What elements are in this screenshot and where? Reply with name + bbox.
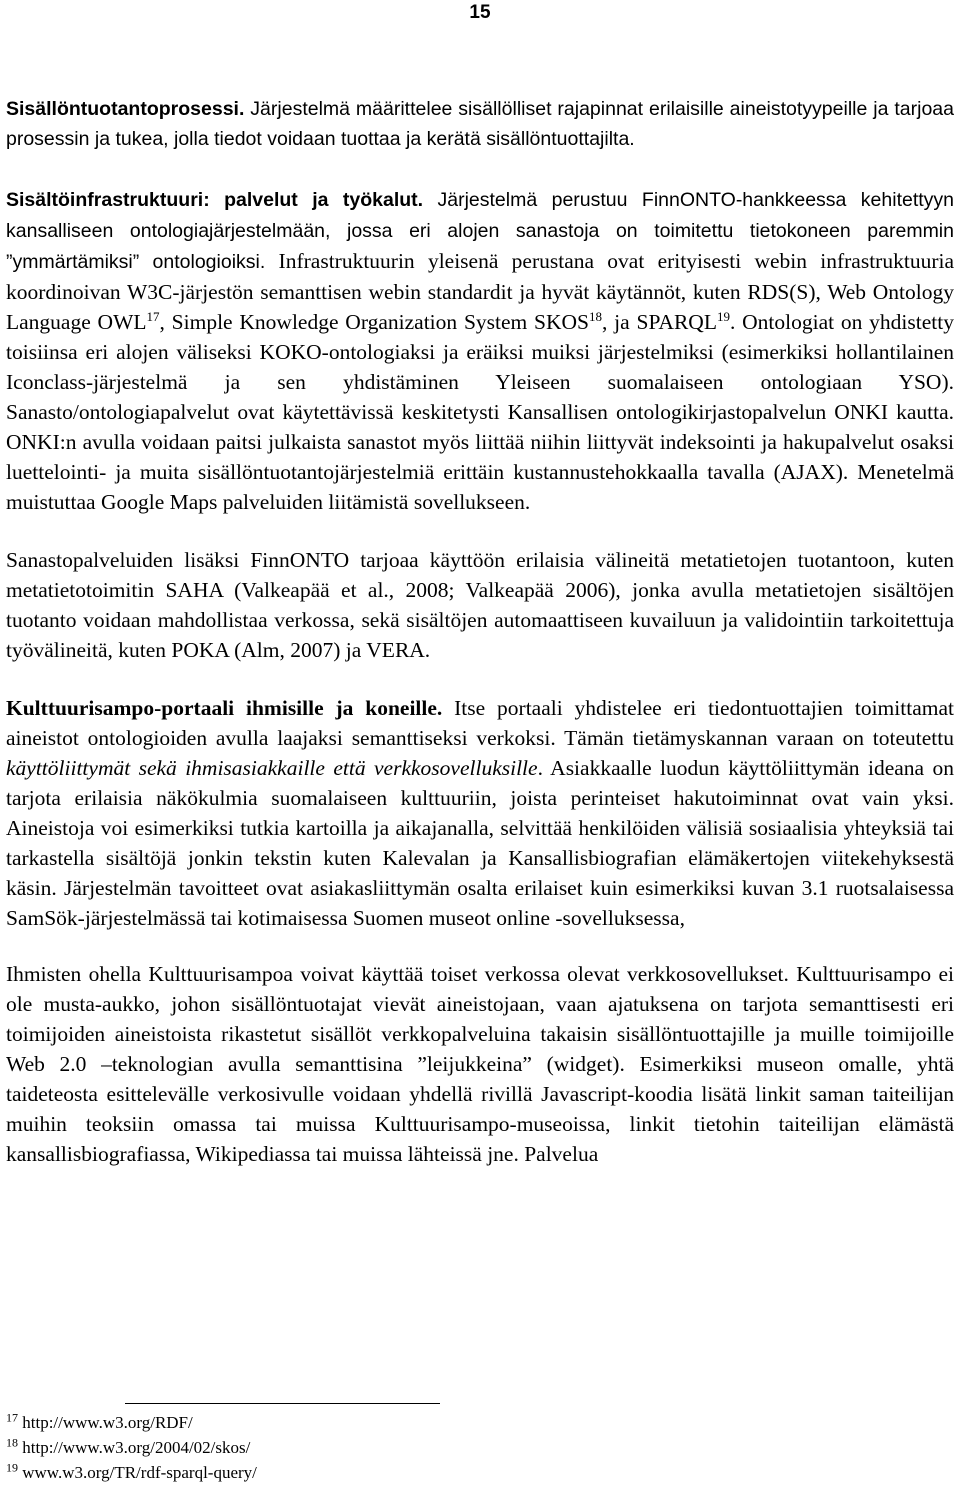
paragraph-infrastructure	[6, 184, 954, 517]
page-number: 15	[469, 2, 491, 23]
paragraph-text: . Asiakkaalle luodun käyttöliittymän ideana on tarjota erilaisia näkökulmia suomalaiseen kulttuuriin, joista perinteiset hakutoiminnat ovat vain yksi. Aineistoja voi esimerkiksi tutkia kartoilla ja aikajanalla, selvittää henkilöiden välisiä sosiaalisia yhteyksiä tai tarkastella sisältöjä jonkin tekstin kuten Kalevalan ja Kansallisbiografian elämäkertojen viitekehyksestä käsin. Järjestelmän tavoitteet ovat asiakasliittymän osalta erilaiset kuin esimerkiksi kuvan 3.1 ruotsalaisessa SamSök-järjestelmässä tai kotimaisessa Suomen museot online -sovelluksessa,	[6, 756, 954, 930]
footnote-19	[6, 1460, 257, 1485]
paragraph-heading: Kulttuurisampo-portaali ihmisille ja koneille.	[6, 696, 443, 720]
paragraph-text: Järjestelmä perustuu FinnONTO-hankkeessa kehitettyyn kansalliseen ontologiajärjestelmään, jossa eri alojen sanastoja on toimitettu tietokoneen paremmin ”ymmärtämiksi” ontologioiksi.	[6, 189, 955, 273]
footnote-ref-19[interactable]: 19	[716, 308, 730, 324]
footnote-link[interactable]: http://www.w3.org/RDF/	[22, 1413, 193, 1432]
paragraph-content-production	[6, 94, 954, 154]
footnote-18	[6, 1435, 257, 1460]
paragraph-text: Infrastruktuurin yleisenä perustana ovat erityisesti webin infrastruktuuria koordinoivan W3C-järjestön semanttisen webin standardit ja hyvät käytännöt, kuten RDS(S), Web Ontology Language OWL	[6, 249, 954, 334]
paragraph-heading: Sisältöinfrastruktuuri: palvelut ja työkalut.	[6, 189, 424, 211]
footnote-ref-18[interactable]: 18	[589, 308, 603, 324]
paragraph-text: Sanastopalveluiden lisäksi FinnONTO tarjoaa käyttöön erilaisia välineitä metatietojen tuotantoon, kuten metatietotoimitin SAHA (Valkeapää et al., 2008; Valkeapää 2006), jonka avulla metatietojen sisältöjen tuotanto voidaan mahdollistaa verkossa, sekä sisältöjen automaattiseen kuvailuun ja validointiin tarkoitettuja työvälineitä, kuten POKA (Alm, 2007) ja VERA.	[6, 548, 954, 662]
paragraph-text: , Simple Knowledge Organization System SKOS	[159, 310, 590, 334]
footnotes	[6, 1410, 257, 1485]
paragraph-web-services	[6, 959, 954, 1169]
paragraph-metadata-tools	[6, 545, 954, 665]
paragraph-italic: käyttöliittymät sekä ihmisasiakkaille että verkkosovelluksille	[6, 756, 538, 780]
footnote-link[interactable]: www.w3.org/TR/rdf-sparql-query/	[22, 1463, 257, 1482]
paragraph-heading: Sisällöntuotantoprosessi.	[6, 98, 245, 120]
paragraph-text: Ihmisten ohella Kulttuurisampoa voivat käyttää toiset verkossa olevat verkkosovellukset. Kulttuurisampo ei ole musta-aukko, johon sisällöntuotajat vievät aineistojaan, vaan ajatuksena on tarjota semanttisesti eri toimijoiden aineistoista rikastetut sisällöt verkkopalveluina takaisin sisällöntuottajille ja muille toimijoille Web 2.0 –teknologian avulla semanttisina ”leijukkeina” (widget). Esimerkiksi museon omalle, yhtä taideteosta esittelevälle verkosivulle voidaan yhdellä rivillä Javascript-koodia lisätä linkit saman taiteilijan muihin teoksiin omassa tai muissa Kulttuurisampo-museoissa, linkit tietohin taiteilijan elämästä kansallisbiografiassa, Wikipediassa tai muissa lähteissä jne. Palvelua	[6, 962, 954, 1166]
paragraph-text: , ja SPARQL	[602, 310, 717, 334]
paragraph-text: . Ontologiat on yhdistetty toisiinsa eri alojen väliseksi KOKO-ontologiaksi ja eräiksi muiksi järjestelmiksi (esimerkiksi hollantilainen Iconclass-järjestelmä ja sen yhdistäminen Yleiseen suomalaiseen ontologiaan YSO). Sanasto/ontologiapalvelut ovat käytettävissä keskitetysti Kansallisen ontologikirjastopalvelun ONKI kautta. ONKI:n avulla voidaan paitsi julkaista sanastot myös liittää niihin liittyvät indeksointi ja hakupalvelut osaksi luettelointi- ja muita sisällöntuotantojärjestelmiä erittäin kustannustehokkaalla tavalla (AJAX). Menetelmä muistuttaa Google Maps palveluiden liitämistä sovellukseen.	[6, 310, 954, 514]
footnote-link[interactable]: http://www.w3.org/2004/02/skos/	[22, 1438, 251, 1457]
footnote-number: 19	[6, 1460, 18, 1475]
footnote-17	[6, 1410, 257, 1435]
body-text	[6, 94, 954, 1199]
paragraph-text: Järjestelmä määrittelee sisällölliset rajapinnat erilaisille aineistotyypeille ja tarjoaa prosessin ja tukea, jolla tiedot voidaan tuottaa ja kerätä sisällöntuottajilta.	[6, 98, 954, 150]
footnote-number: 18	[6, 1435, 18, 1450]
footnote-number: 17	[6, 1410, 18, 1425]
footnote-separator	[125, 1403, 440, 1404]
paragraph-portal	[6, 693, 954, 933]
footnote-ref-17[interactable]: 17	[146, 308, 160, 324]
paragraph-text: Itse portaali yhdistelee eri tiedontuottajien toimittamat aineistot ontologioiden avulla laajaksi semanttiseksi verkoksi. Tämän tietämyskannan varaan on toteutettu	[6, 696, 954, 750]
